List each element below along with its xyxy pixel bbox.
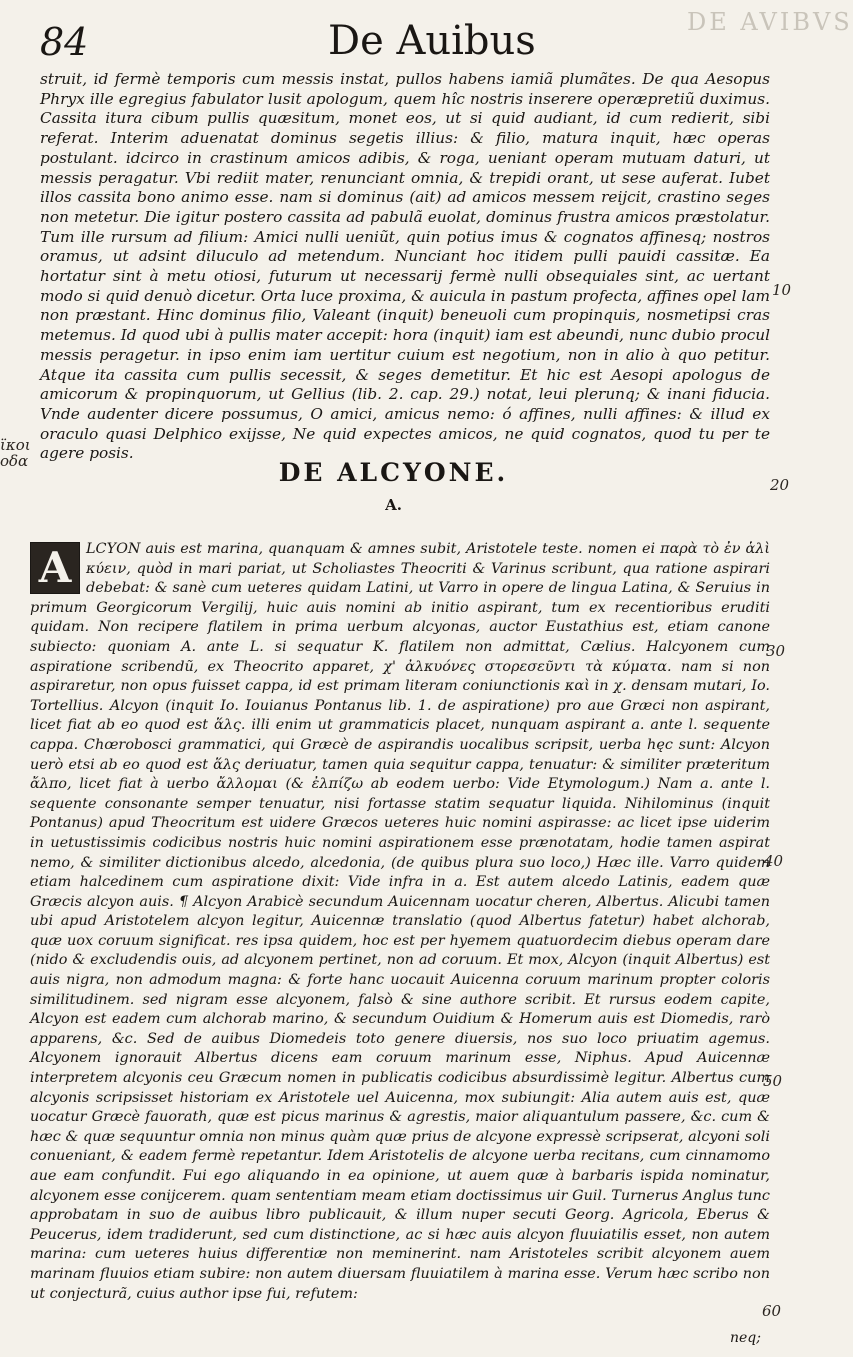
paragraph-aesop-fable: struit, id fermè temporis cum messis instat, pullos habens iamiã plumãtes. De qua Aesopus Phryx ille egregius fabulator lusit apologum, quem hîc nostris inserere operæpretiũ duximus. Cassita itura cibum pullis quæsitum, monet eos, ut si quid audiant, id cum redierit, sibi referat. Interim aduenatat dominus segetis illius: & filio, matura inquit, hæc operas postulant. idcirco in crastinum amicos adibis, & roga, ueniant operam mutuam daturi, ut messis peragatur. Vbi rediit mater, renunciant omnia, & trepidi orant, ut sese auferat. Iubet illos cassita bono animo esse. nam si dominus (ait) ad amicos messem reijcit, crastino seges non metetur. Die igitur postero cassita ad pabulã euolat, dominus frustra amicos præstolatur. Tum ille rursum ad filium: Amici nulli ueniũt, quin potius imus & cognatos affinesq; nostros oramus, ut adsint diluculo ad metendum. Nunciant hoc itidem pulli pauidi cassitæ. Ea hortatur sint à metu otiosi, futurum ut necessarij fermè nulli obsequiales sint, ac uertant modo si quid denuò dicetur. Orta luce proxima, & auicula in pastum profecta, affines opel lam non præstant. Hinc dominus filio, Valeant (inquit) beneuoli cum propinquis, nosmetipsi cras metemus. Id quod ubi à pullis mater accepit: hora (inquit) iam est abeundi, nunc dubio procul messis peragetur. in ipso enim iam uertitur cuium est negotium, non in alio à quo petitur. Atque ita cassita cum pullis secessit, & seges demetitur. Et hic est Aesopi apologus de amicorum & propinquorum, ut Gellius (lib. 2. cap. 29.) notat, leui plerunq; & inani fiducia. Vnde audenter dicere possumus, O amici, amicus nemo: ó affines, nulli affines: & illud ex oraculo quasi Delphico exijsse, Ne quid expectes amicos, ne quid cognatos, quod tu per te agere posis. (40, 70, 770, 463)
line-number-60: 60 (762, 1302, 782, 1320)
margin-note-left: ϊκοι (0, 436, 31, 454)
margin-note-left: οδα (0, 452, 29, 470)
dropcap-initial: A (30, 542, 80, 594)
running-title: De Auibus (328, 18, 536, 64)
page-number: 84 (40, 20, 89, 64)
catchword: neq; (730, 1330, 761, 1346)
paragraph-alcyone-text: LCYON auis est marina, quanquam & amnes subit, Aristotele teste. nomen ei παρὰ τὸ ἐν ἁλὶ κύειν, quòd in mari pariat, ut Scholiastes Theocriti & Varinus scribunt, qua ratione aspirari debebat: & sanè cum ueteres quidam Latini, ut Varro in opere de lingua Latina, & Seruius in primum Georgicorum Vergilij, huic auis nomini ab initio aspirant, tum ex recentioribus eruditi quidam. Non recipere flatilem in prima uerbum alcyonas, auctor Eustathius est, etiam canone subiecto: quoniam A. ante L. si sequatur K. flatilem non admittat, Cælius. Halcyonem cum aspiratione scribendũ, ex Theocrito apparet, χ' ἀλκυόνες στορεσεῦντι τὰ κύματα. nam si non aspiraretur, non opus fuisset cappa, id est primam literam coniunctionis καὶ in χ. densam mutari, Io. Tortellius. Alcyon (inquit Io. Iouianus Pontanus lib. 1. de aspiratione) pro aue Græci non aspirant, licet fiat ab eo quod est ἅλς. illi enim ut grammaticis placet, nunquam aspirant a. ante l. sequente cappa. Chœrobosci grammatici, qui Græcè de aspirandis uocalibus scripsit, uerba hęc sunt: Alcyon uerò etsi ab eo quod est ἅλς deriuatur, tamen quia sequitur cappa, tenuatur: & similiter præteritum ἄλπο, licet fiat à uerbo ἄλλομαι (& ἐλπίζω ab eodem uerbo: Vide Etymologum.) Nam a. ante l. sequente consonante semper tenuatur, nisi fortasse statim sequatur liquida. Nihilominus (inquit Pontanus) apud Theocritum est uidere Græcos ueteres huic nomini aspirasse: ac licet ipse uiderim in uetustissimis codicibus nostris huic nomini aspirationem esse prænotatam, hodie tamen aspirat nemo, & similiter dictionibus alcedo, alcedonia, (de quibus plura suo loco,) Hæc ille. Varro quidem etiam halcedinem cum aspiratione dixit: Vide infra in a. Est autem alcedo Latinis, eadem quæ Græcis alcyon auis. ¶ Alcyon Arabicè secundum Auicennam uocatur cheren, Albertus. Alicubi tamen ubi apud Aristotelem alcyon legitur, Auicennæ translatio (quod Albertus fatetur) habet alchorab, quæ uox coruum significat. res ipsa quidem, hoc est per hyemem quatuordecim diebus operam dare (nido & excludendis ouis, ad alcyonem pertinet, non ad coruum. Et mox, Alcyon (inquit Albertus) est auis nigra, non admodum magna: & forte hanc uocauit Auicenna coruum marinum propter coloris similitudinem. sed nigram esse alcyonem, falsò & sine authore scribit. Et rursus eodem capite, Alcyon est eadem cum alchorab marino, & secundum Ouidium & Homerum auis est Diomedis, rarò apparens, &c. Sed de auibus Diomedeis toto genere diuersis, nos suo loco priuatim agemus. Alcyonem ignorauit Albertus dicens eam coruum marinum esse, Niphus. Apud Auicennæ interpretem alcyonis ceu Græcum nomen in publicatis codicibus absurdissimè legitur. Albertus cum alcyonis scripsisset historiam ex Aristotele uel Auicenna, mox subiungit: Alia autem auis est, quæ uocatur Græcè fauorath, quæ est picus marinus & agrestis, maior aliquantulum passere, &c. cum & hæc & quæ sequuntur omnia non minus quàm quæ prius de alcyone expressè scripserat, alcyoni soli conueniant, & eadem fermè repetantur. Idem Aristotelis de alcyone uerba recitans, cum cinnamomo aue eam confundit. Fui ego aliquando in ea opinione, ut auem quæ à barbaris ispida nominatur, alcyonem esse conijcerem. quam sententiam meam etiam doctissimus uir Guil. Turnerus Anglus tunc approbatam in suo de auibus libro publicauit, & illum nuper secuti Georg. Agricola, Eberus & Peucerus, idem tradiderunt, sed cum distinctione, ac si hæc auis alcyon fluuiatilis esset, non autem marina: cum ueteres huius differentiæ non meminerint. nam Aristoteles scribit alcyonem auem marinam fluuios etiam subire: non autem diuersam fluuiatilem à marina esse. Verum hæc scribo non ut conjecturã, cuius author ipse fui, refutem: (30, 541, 770, 1302)
line-number-50: 50 (763, 1072, 783, 1090)
line-number-10: 10 (772, 281, 792, 299)
line-number-40: 40 (764, 852, 784, 870)
line-number-20: 20 (770, 476, 790, 494)
page-header (28, 18, 768, 68)
line-number-30: 30 (766, 642, 786, 660)
section-title: DE ALCYONE. (278, 458, 509, 487)
paragraph-alcyone (30, 540, 770, 1304)
subsection-mark: A. (385, 496, 402, 514)
bleed-through-text: DE AVIBVS (687, 8, 853, 36)
